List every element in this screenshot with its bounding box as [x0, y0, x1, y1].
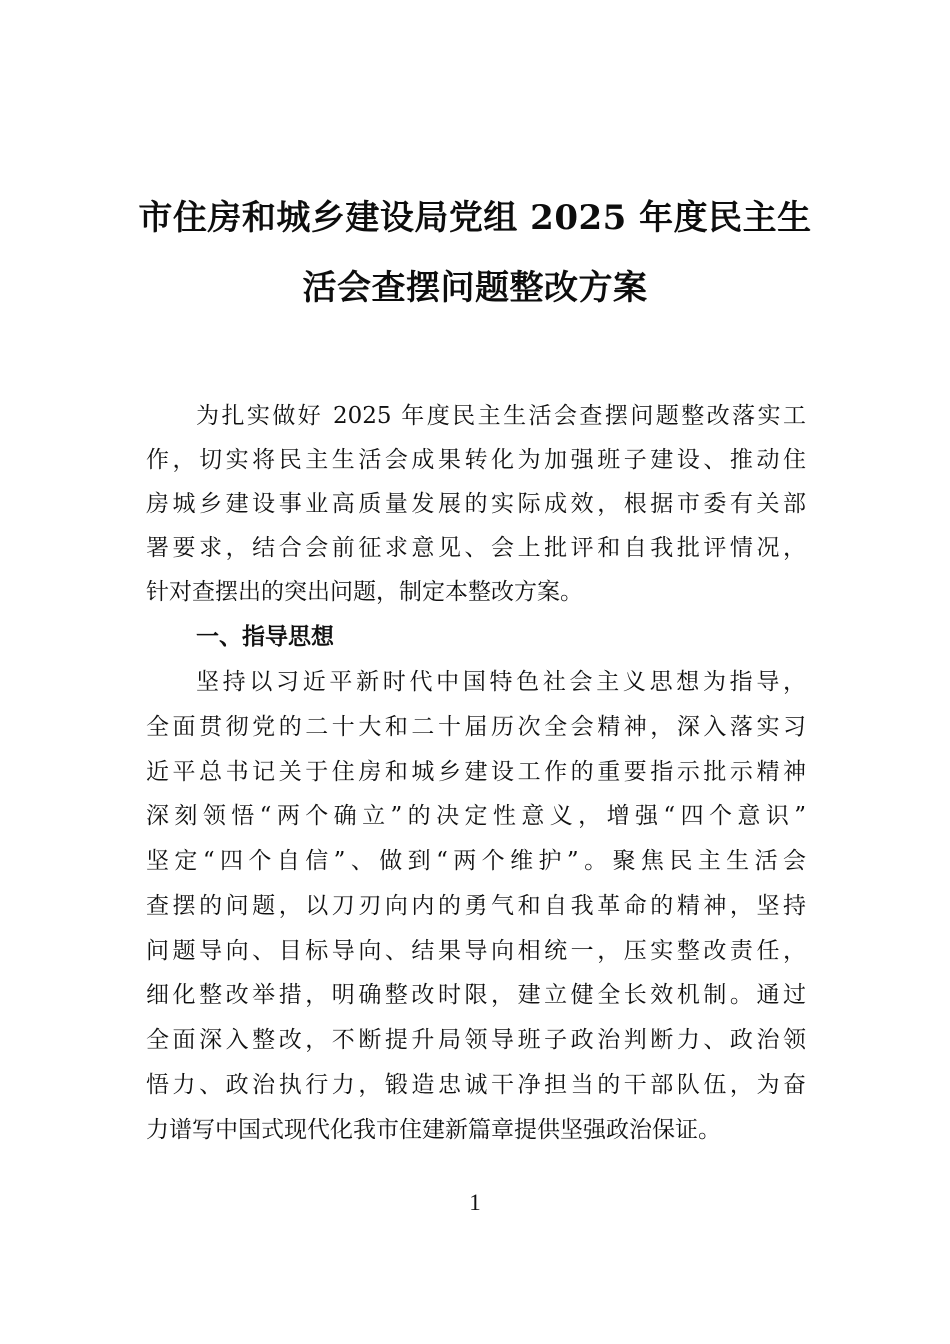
section-paragraph-line-10: 悟力、政治执行力，锻造忠诚干净担当的干部队伍，为奋 — [146, 1072, 806, 1098]
intro-paragraph-line-1: 为扎实做好 2025 年度民主生活会查摆问题整改落实工 — [196, 403, 806, 429]
section-paragraph-line-9: 全面深入整改，不断提升局领导班子政治判断力、政治领 — [146, 1027, 806, 1053]
section-paragraph-line-3: 近平总书记关于住房和城乡建设工作的重要指示批示精神 — [146, 759, 806, 785]
section-paragraph-line-5: 坚定“四个自信”、做到“两个维护”。聚焦民主生活会 — [146, 848, 806, 874]
section-heading-guiding-ideology: 一、指导思想 — [196, 624, 334, 650]
document-title-line-2: 活会查摆问题整改方案 — [302, 268, 648, 308]
section-paragraph-line-6: 查摆的问题，以刀刃向内的勇气和自我革命的精神，坚持 — [146, 893, 806, 919]
section-paragraph-line-7: 问题导向、目标导向、结果导向相统一，压实整改责任， — [146, 938, 806, 964]
intro-paragraph-line-4: 署要求，结合会前征求意见、会上批评和自我批评情况， — [146, 535, 806, 561]
document-title-line-1: 市住房和城乡建设局党组 2025 年度民主生 — [138, 198, 812, 238]
intro-paragraph-line-2: 作，切实将民主生活会成果转化为加强班子建设、推动住 — [146, 447, 806, 473]
section-paragraph-line-1: 坚持以习近平新时代中国特色社会主义思想为指导， — [196, 669, 806, 695]
section-paragraph-line-4: 深刻领悟“两个确立”的决定性意义，增强“四个意识” — [146, 803, 806, 829]
section-paragraph-line-8: 细化整改举措，明确整改时限，建立健全长效机制。通过 — [146, 982, 806, 1008]
page-number: 1 — [469, 1190, 481, 1215]
section-paragraph-line-11: 力谱写中国式现代化我市住建新篇章提供坚强政治保证。 — [146, 1117, 721, 1143]
intro-paragraph-line-3: 房城乡建设事业高质量发展的实际成效，根据市委有关部 — [146, 491, 806, 517]
intro-paragraph-line-5: 针对查摆出的突出问题，制定本整改方案。 — [146, 579, 583, 605]
section-paragraph-line-2: 全面贯彻党的二十大和二十届历次全会精神，深入落实习 — [146, 714, 806, 740]
